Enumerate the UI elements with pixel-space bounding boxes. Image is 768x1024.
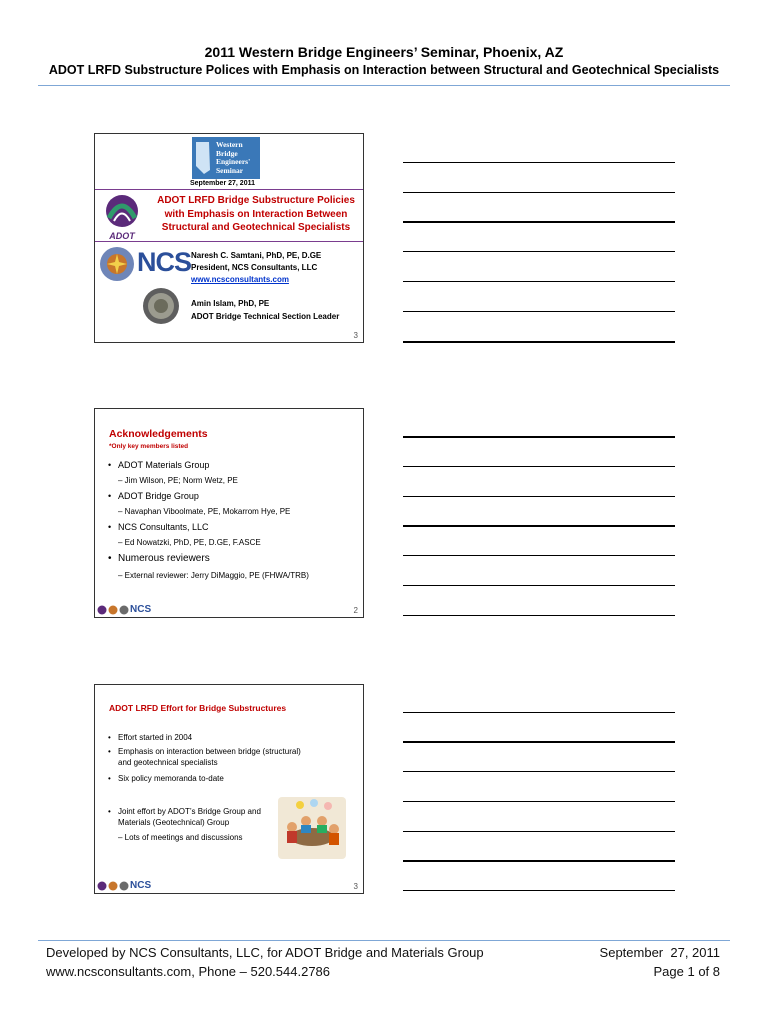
bullet-text: Numerous reviewers [118,553,210,564]
author-line: Amin Islam, PhD, PE [191,299,270,308]
note-line [403,251,675,252]
slide-divider [95,241,363,242]
footer-contact: www.ncsconsultants.com, Phone – 520.544.2786 [46,964,331,979]
bullet-text: Six policy memoranda to-date [118,774,224,783]
bullet-text: ADOT Bridge Group [118,491,199,501]
sub-bullet: – Jim Wilson, PE; Norm Wetz, PE [118,476,238,485]
logo-line: Bridge [216,148,238,158]
slide-heading: ADOT LRFD Effort for Bridge Substructures [109,703,287,713]
seal-mini-icon [108,605,118,615]
note-line [403,801,675,802]
slide-number: 3 [353,331,358,340]
bullet: • Numerous reviewers [108,553,210,564]
slide-date: September 27, 2011 [190,180,255,187]
title-line: ADOT LRFD Bridge Substructure Policies [157,195,355,206]
footer-date: September 27, 2011 [599,945,720,960]
adot-label: ADOT [109,231,135,241]
author-1 [191,250,321,286]
author-2 [191,297,339,323]
bullet: • Effort started in 2004 [108,733,193,742]
bullet: • Six policy memoranda to-date [108,774,224,783]
slide-number: 3 [353,882,358,891]
bullet: • Joint effort by ADOT’s Bridge Group and [108,807,261,816]
arizona-seal-icon [99,246,135,282]
footer-logos [97,604,151,615]
note-line [403,192,675,193]
note-line [403,831,675,832]
note-line [403,555,675,556]
note-line [403,525,675,527]
adot-mini-icon [97,605,107,615]
ncs-logo [99,245,192,283]
note-line [403,436,675,438]
wbes-logo [192,137,260,179]
note-line [403,771,675,772]
page-header-title: 2011 Western Bridge Engineers’ Seminar, Phoenix, AZ [204,44,564,60]
note-line [403,890,675,891]
footer-divider [38,940,730,941]
author-line: Naresh C. Samtani, PhD, PE, D.GE [191,251,322,260]
bullet-text: Effort started in 2004 [118,733,193,742]
seal-mini-icon [108,881,118,891]
bullet: • NCS Consultants, LLC [108,522,209,532]
sub-bullet: – Lots of meetings and discussions [118,833,243,842]
author-website-link[interactable]: www.ncsconsultants.com [191,275,289,284]
sub-bullet: – Ed Nowatzki, PhD, PE, D.GE, F.ASCE [118,538,261,547]
adot-seal-mini-icon [119,605,129,615]
bullet: • ADOT Materials Group [108,460,210,470]
adot-seal-icon [142,287,180,325]
slide-number: 2 [353,606,358,615]
slide-heading: Acknowledgements [109,428,208,440]
bullet-text: Joint effort by ADOT’s Bridge Group and [118,807,261,816]
note-line [403,496,675,497]
header-divider [38,85,730,86]
bullet-text: NCS Consultants, LLC [118,522,209,532]
adot-seal-mini-icon [119,881,129,891]
bullet: • ADOT Bridge Group [108,491,199,501]
ncs-mini-wordmark: NCS [130,604,152,615]
note-line [403,466,675,467]
slide-lrfd-effort [94,684,364,894]
sub-bullet: – Navaphan Viboolmate, PE, Mokarrom Hye, PE [118,507,291,516]
slide-title-text [153,194,359,235]
note-line [403,615,675,616]
note-line [403,712,675,713]
slide-note: *Only key members listed [109,443,189,450]
title-line: with Emphasis on Interaction Between [164,208,348,220]
adot-mini-icon [97,881,107,891]
slide-title [94,133,364,343]
bullet-continuation: Materials (Geotechnical) Group [118,818,230,827]
note-line [403,860,675,862]
note-line [403,281,675,282]
footer-logos [97,880,151,891]
bullet-continuation: and geotechnical specialists [118,758,218,767]
arizona-map-icon [194,140,212,176]
ncs-wordmark: NCS [137,247,192,277]
note-line [403,585,675,586]
footer-developer: Developed by NCS Consultants, LLC, for ADOT Bridge and Materials Group [46,945,484,960]
page-header-subtitle: ADOT LRFD Substructure Polices with Emphasis on Interaction between Structural and Geotechnical Specialists [48,63,720,77]
logo-line: Engineers' [216,157,251,166]
adot-logo [101,194,143,239]
sub-bullet: – External reviewer: Jerry DiMaggio, PE (FHWA/TRB) [118,571,309,580]
bullet-text: Emphasis on interaction between bridge (structural) [118,747,301,756]
logo-line: Western [216,140,243,149]
ncs-mini-wordmark: NCS [130,880,152,891]
slide-divider [95,189,363,190]
note-line [403,221,675,223]
meeting-clipart-icon [278,797,346,859]
adot-emblem-icon [101,194,143,228]
note-line [403,741,675,743]
note-line [403,341,675,343]
logo-line: Seminar [216,165,244,175]
note-line [403,311,675,312]
author-line: ADOT Bridge Technical Section Leader [191,312,340,321]
bullet: • Emphasis on interaction between bridge (structural) [108,747,301,756]
note-line [403,162,675,163]
footer-page-number: Page 1 of 8 [653,964,720,979]
slide-acknowledgements [94,408,364,618]
title-line: Structural and Geotechnical Specialists [161,222,351,233]
author-line: President, NCS Consultants, LLC [191,263,318,272]
bullet-text: ADOT Materials Group [118,460,210,470]
